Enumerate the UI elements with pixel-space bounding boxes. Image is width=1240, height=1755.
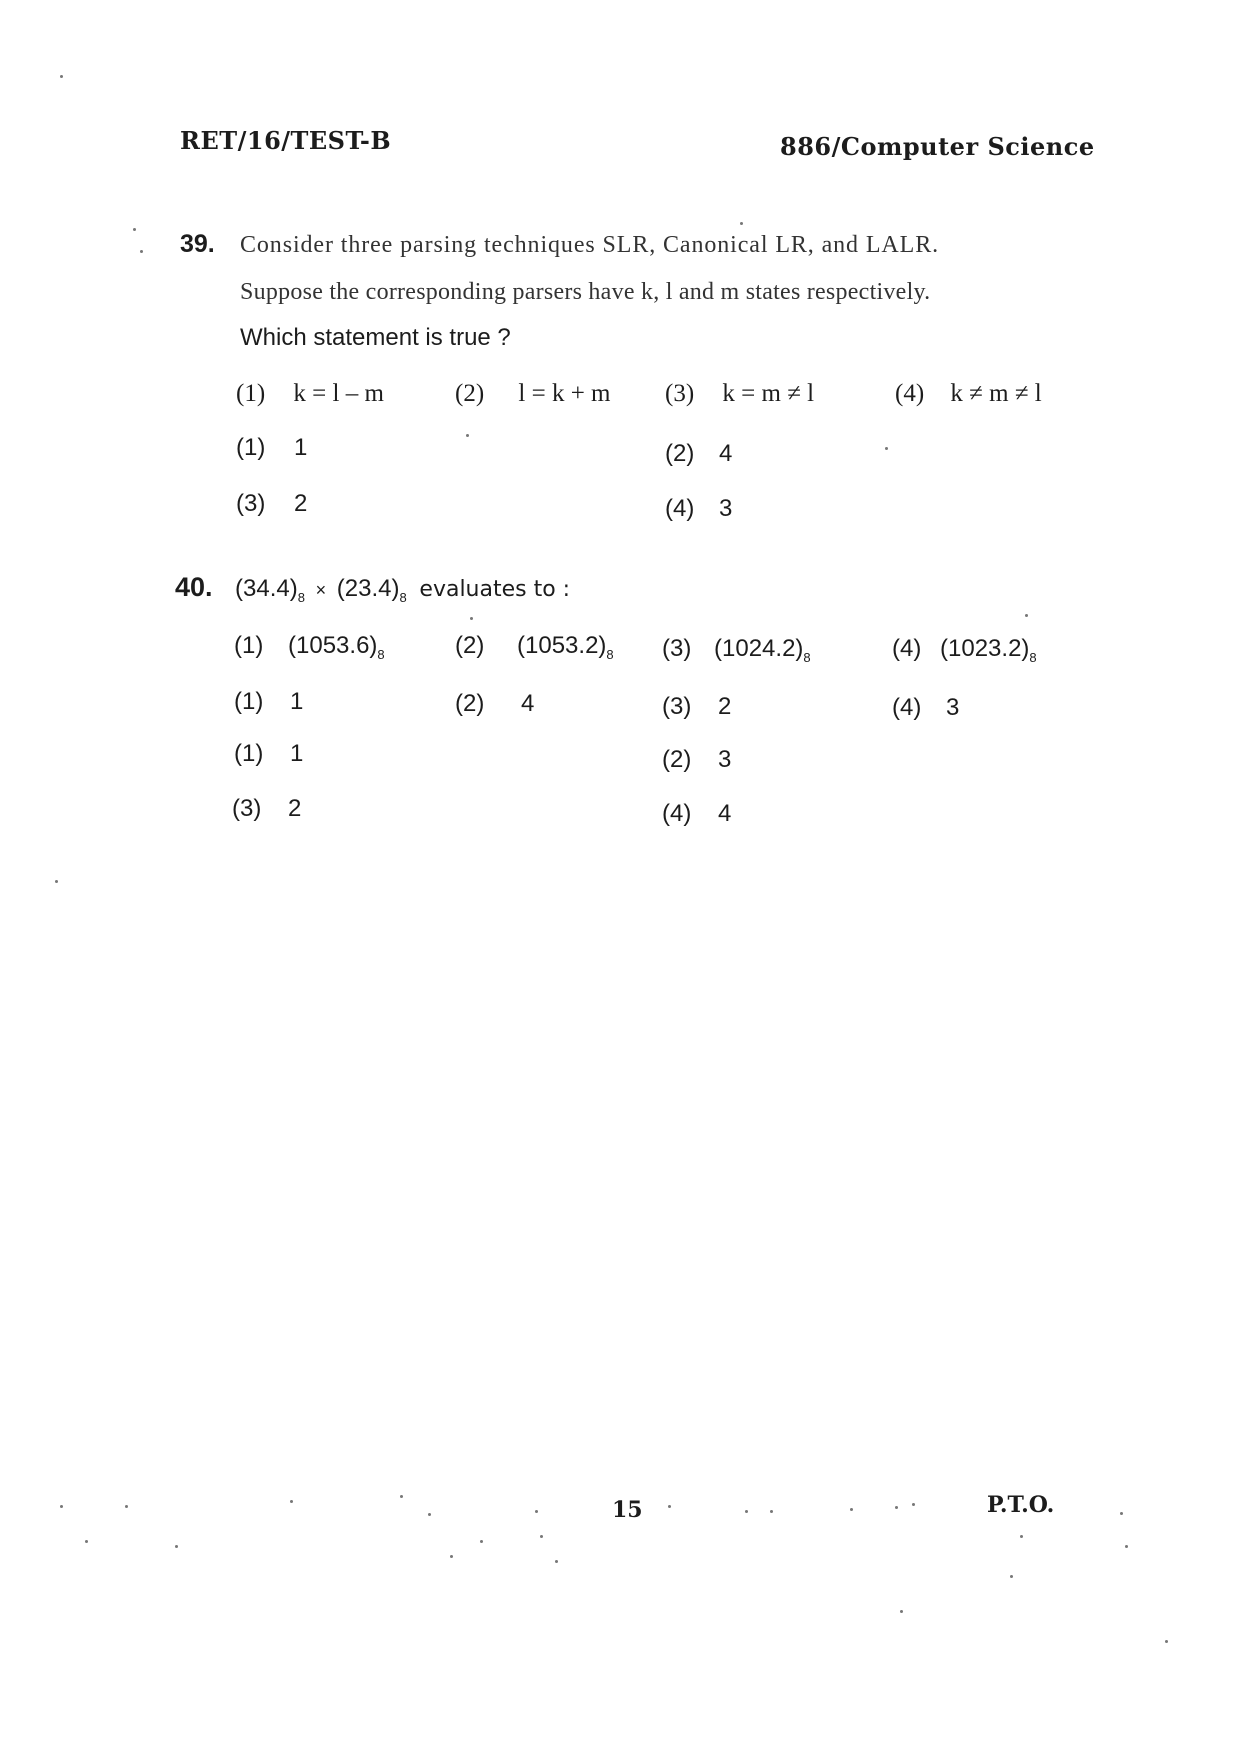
question-40-stem bbox=[235, 575, 570, 605]
q39-answer-1-text: 1 bbox=[294, 434, 308, 461]
q40-row-answer-3 bbox=[662, 693, 731, 721]
q40-choice-3-text: (1024.2) bbox=[714, 635, 804, 662]
question-39-line-2: Suppose the corresponding parsers have k, l and m states respectively. bbox=[240, 279, 931, 305]
q39-answer-4-num: (4) bbox=[665, 495, 695, 522]
q40-row-answer-3-text: 2 bbox=[718, 693, 732, 720]
q40-row-answer-3-num: (3) bbox=[662, 693, 692, 720]
q39-choice-3-text: k = m ≠ l bbox=[722, 380, 815, 407]
q39-answer-3 bbox=[236, 490, 307, 518]
q39-choice-4 bbox=[895, 380, 1042, 408]
q40-choice-4-text: (1023.2) bbox=[940, 635, 1030, 662]
q39-answer-1-num: (1) bbox=[236, 434, 266, 461]
q39-choice-4-num: (4) bbox=[895, 380, 925, 407]
q40-row-answer-2-text: 4 bbox=[521, 690, 535, 717]
question-39-line-3: Which statement is true ? bbox=[240, 324, 511, 351]
q40-operand-b: (23.4) bbox=[336, 575, 400, 602]
q39-answer-4-text: 3 bbox=[719, 495, 733, 522]
q40-choice-2-text: (1053.2) bbox=[517, 632, 607, 659]
q40-choice-2-num: (2) bbox=[455, 632, 485, 659]
q40-row-answer-1 bbox=[234, 688, 303, 716]
q40-grid-answer-3 bbox=[232, 795, 301, 823]
q40-operand-a-base: 8 bbox=[297, 590, 305, 605]
question-39-number: 39. bbox=[180, 230, 215, 258]
q40-row-answer-2-num: (2) bbox=[455, 690, 485, 717]
q40-grid-answer-1-num: (1) bbox=[234, 740, 264, 767]
q39-answer-3-num: (3) bbox=[236, 490, 266, 517]
q40-row-answer-4-num: (4) bbox=[892, 694, 922, 721]
q40-row-answer-4 bbox=[892, 694, 959, 722]
q40-row-answer-1-text: 1 bbox=[290, 688, 304, 715]
q39-answer-2-num: (2) bbox=[665, 440, 695, 467]
q40-choice-1 bbox=[234, 632, 385, 662]
q40-row-answer-2 bbox=[455, 690, 534, 718]
q40-choice-2 bbox=[455, 632, 614, 662]
q39-choice-1-num: (1) bbox=[236, 380, 266, 407]
q39-choice-1 bbox=[236, 380, 384, 408]
q40-grid-answer-4-text: 4 bbox=[718, 800, 732, 827]
q39-answer-3-text: 2 bbox=[294, 490, 308, 517]
q39-choice-2-text: l = k + m bbox=[518, 380, 611, 407]
q40-grid-answer-2-num: (2) bbox=[662, 746, 692, 773]
q39-answer-4 bbox=[665, 495, 732, 523]
q39-answer-1 bbox=[236, 434, 307, 462]
q40-grid-answer-2 bbox=[662, 746, 731, 774]
q39-answer-2 bbox=[665, 440, 732, 468]
q40-grid-answer-2-text: 3 bbox=[718, 746, 732, 773]
q40-choice-2-base: 8 bbox=[606, 647, 614, 662]
q40-choice-4 bbox=[892, 635, 1037, 665]
q40-stem-tail: evaluates to : bbox=[419, 577, 571, 602]
q40-choice-1-base: 8 bbox=[377, 647, 385, 662]
q40-choice-4-num: (4) bbox=[892, 635, 922, 662]
q40-grid-answer-3-text: 2 bbox=[288, 795, 302, 822]
q40-grid-answer-1 bbox=[234, 740, 303, 768]
q39-choice-1-text: k = l – m bbox=[293, 380, 384, 407]
q40-choice-3-num: (3) bbox=[662, 635, 692, 662]
pto-label: P.T.O. bbox=[987, 1492, 1055, 1518]
q40-choice-1-text: (1053.6) bbox=[288, 632, 378, 659]
q40-operand-b-base: 8 bbox=[399, 590, 407, 605]
q40-operand-a: (34.4) bbox=[235, 575, 298, 602]
q40-choice-1-num: (1) bbox=[234, 632, 264, 659]
question-40-number: 40. bbox=[175, 572, 213, 602]
header-test-code: RET/16/TEST-B bbox=[180, 126, 392, 155]
q40-choice-3 bbox=[662, 635, 811, 665]
q40-choice-4-base: 8 bbox=[1029, 650, 1037, 665]
q40-grid-answer-4-num: (4) bbox=[662, 800, 692, 827]
page-number: 15 bbox=[612, 1497, 643, 1523]
q40-grid-answer-3-num: (3) bbox=[232, 795, 262, 822]
q40-grid-answer-1-text: 1 bbox=[290, 740, 304, 767]
q40-row-answer-4-text: 3 bbox=[946, 694, 960, 721]
question-39-line-1: Consider three parsing techniques SLR, Canonical LR, and LALR. bbox=[240, 232, 940, 258]
q39-choice-3-num: (3) bbox=[665, 380, 695, 407]
header-subject: 886/Computer Science bbox=[780, 132, 1095, 161]
q40-times-sign: × bbox=[315, 580, 327, 600]
q40-grid-answer-4 bbox=[662, 800, 731, 828]
q39-choice-2 bbox=[455, 380, 611, 408]
q40-choice-3-base: 8 bbox=[803, 650, 811, 665]
q39-answer-2-text: 4 bbox=[719, 440, 733, 467]
q39-choice-4-text: k ≠ m ≠ l bbox=[950, 380, 1042, 407]
q39-choice-2-num: (2) bbox=[455, 380, 485, 407]
q40-row-answer-1-num: (1) bbox=[234, 688, 264, 715]
q39-choice-3 bbox=[665, 380, 814, 408]
